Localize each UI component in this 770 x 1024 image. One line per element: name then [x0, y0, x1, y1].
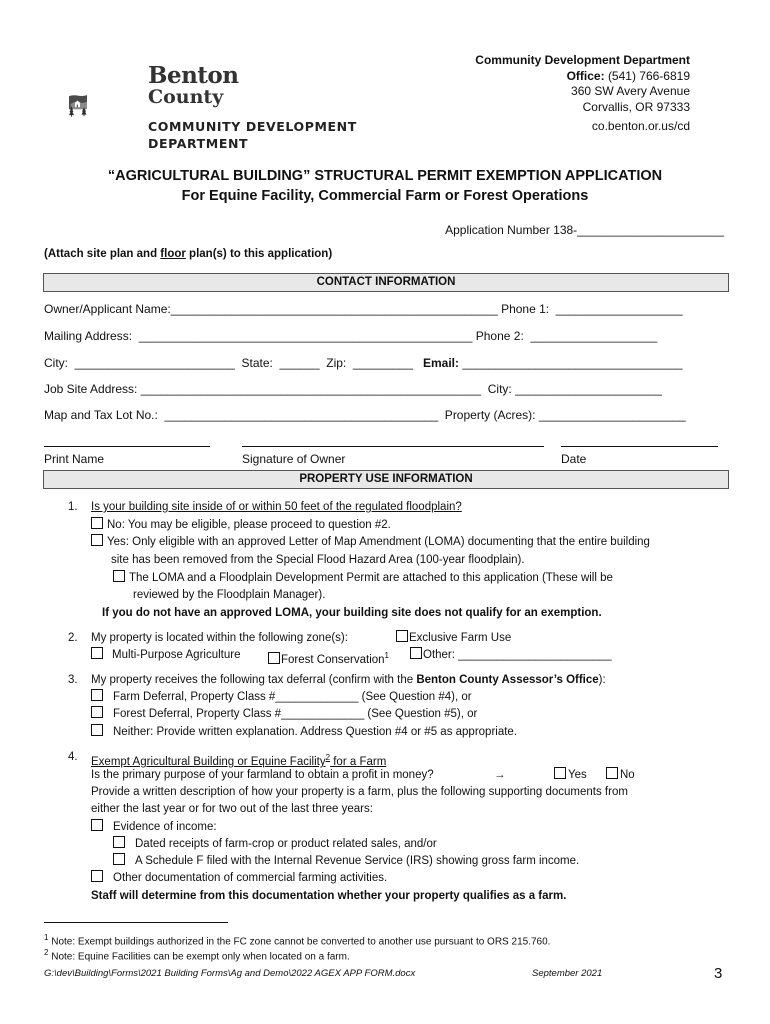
signature-line[interactable] [242, 446, 544, 447]
title-line-1: “AGRICULTURAL BUILDING” STRUCTURAL PERMIT EXEMPTION APPLICATION [107, 168, 663, 184]
q4-staff-note: Staff will determine from this documentation whether your property qualifies as a farm. [91, 890, 567, 902]
website[interactable]: co.benton.or.us/cd [591, 119, 690, 133]
date-label: Date [561, 452, 587, 466]
logo-sub-1: COMMUNITY DEVELOPMENT [148, 119, 357, 134]
q4-receipts-option[interactable] [113, 836, 437, 854]
footnote-1-mark: 1 [44, 933, 49, 942]
city-state-zip[interactable]: City: ________________________ State: ______ Zip: _________ [44, 356, 423, 370]
q3-farm-deferral-option[interactable] [91, 689, 472, 707]
print-name-line[interactable] [44, 446, 210, 447]
property-section-heading: PROPERTY USE INFORMATION [43, 470, 729, 489]
q2-fc-label: Forest Conservation [281, 653, 385, 666]
q4-footnote-ref: 2 [325, 753, 331, 762]
q2-other-label[interactable]: Other: ________________________ [423, 649, 612, 661]
city-state-zip-field[interactable] [44, 356, 683, 370]
q1-yes-checkbox[interactable] [91, 534, 103, 546]
q4-heading-post: for a Farm [330, 755, 387, 768]
q4-no-checkbox[interactable] [606, 767, 618, 779]
q2-efu-checkbox[interactable] [396, 630, 408, 642]
email-field[interactable]: _________________________________ [459, 356, 683, 370]
q2-fc-footnote-ref: 1 [384, 651, 389, 660]
job-site-address-field[interactable]: Job Site Address: ___________________________________________________ City: ______________________ [44, 382, 662, 396]
q3-assessor: Benton County Assessor’s Office [416, 674, 599, 686]
arrow-icon: → [494, 769, 506, 781]
q1-no-label: No: You may be eligible, please proceed to question #2. [107, 519, 391, 531]
form-title [0, 166, 770, 206]
q4-question: Is the primary purpose of your farmland to obtain a profit in money? [91, 769, 434, 781]
mailing-address-field[interactable]: Mailing Address: __________________________________________________ Phone 2: ___________________ [44, 329, 658, 343]
attach-pre: (Attach site plan and [44, 248, 161, 260]
q4-number: 4. [68, 751, 78, 763]
q3-text-post: ): [598, 674, 606, 686]
map-tax-lot-field[interactable]: Map and Tax Lot No.: _________________________________________ Property (Acres): ______________________ [44, 408, 686, 422]
q3-forest-label[interactable]: Forest Deferral, Property Class #_____________ (See Question #5), or [113, 708, 478, 720]
email-label: Email: [422, 356, 459, 370]
signature-label: Signature of Owner [242, 452, 346, 466]
application-number-field[interactable]: Application Number 138-______________________ [445, 223, 724, 237]
q1-no-checkbox[interactable] [91, 517, 103, 529]
footer-file-path: G:\dev\Building\Forms\2021 Building Forms\Ag and Demo\2022 AGEX APP FORM.docx [44, 968, 416, 979]
q3-text [91, 672, 606, 690]
q4-schedule-f-option[interactable] [113, 853, 579, 871]
q2-efu-label: Exclusive Farm Use [409, 632, 512, 644]
q1-text: Is your building site inside of or within 50 feet of the regulated floodplain? [91, 501, 462, 513]
q1-yes-option[interactable] [91, 534, 650, 552]
q1-yes-label-1: Yes: Only eligible with an approved Letter of Map Amendment (LOMA) documenting that the entire building [107, 536, 650, 548]
date-line[interactable] [561, 446, 718, 447]
q4-evidence-checkbox[interactable] [91, 819, 103, 831]
benton-county-logo [68, 60, 148, 152]
department-info [475, 53, 690, 135]
attach-post: plan(s) to this application) [185, 248, 333, 260]
q1-loma-checkbox[interactable] [113, 570, 125, 582]
attach-floor: floor [160, 248, 186, 260]
attach-note [44, 248, 332, 260]
q1-loma-label-2: reviewed by the Floodplain Manager). [133, 589, 326, 601]
footnote-1-text: Note: Exempt buildings authorized in the FC zone cannot be converted to another use pursuant to ORS 215.760. [48, 936, 551, 948]
q4-other-doc-option[interactable] [91, 870, 387, 888]
q2-mpa-label: Multi-Purpose Agriculture [112, 649, 241, 661]
logo-org-subtitle [148, 118, 357, 152]
q3-forest-checkbox[interactable] [91, 706, 103, 718]
q4-no-label: No [620, 769, 635, 781]
q4-yes-label: Yes [568, 769, 587, 781]
q1-number: 1. [68, 501, 78, 513]
q4-other-doc-checkbox[interactable] [91, 870, 103, 882]
q2-fc-checkbox[interactable] [268, 652, 280, 664]
q2-efu-option[interactable] [396, 630, 511, 648]
q4-receipts-checkbox[interactable] [113, 836, 125, 848]
q2-text: My property is located within the following zone(s): [91, 632, 348, 644]
footnote-2 [44, 948, 350, 962]
q2-other-checkbox[interactable] [410, 647, 422, 659]
footnote-1 [44, 933, 550, 947]
q2-fc-option[interactable] [268, 647, 389, 669]
q3-neither-label: Neither: Provide written explanation. Address Question #4 or #5 as appropriate. [113, 726, 518, 738]
q4-receipts-label: Dated receipts of farm-crop or product related sales, and/or [135, 838, 437, 850]
contact-section-heading: CONTACT INFORMATION [43, 273, 729, 292]
footer-date: September 2021 [532, 968, 603, 979]
footnote-divider [44, 922, 228, 923]
page-number: 3 [714, 965, 723, 982]
address-line-1: 360 SW Avery Avenue [571, 84, 690, 98]
q4-schedule-f-checkbox[interactable] [113, 853, 125, 865]
dept-name: Community Development Department [475, 53, 690, 67]
title-line-2: For Equine Facility, Commercial Farm or Forest Operations [181, 188, 589, 204]
q3-farm-label[interactable]: Farm Deferral, Property Class #_____________ (See Question #4), or [113, 691, 472, 703]
logo-org-name-2: County [148, 86, 224, 108]
logo-sub-2: DEPARTMENT [148, 136, 249, 151]
q3-farm-checkbox[interactable] [91, 689, 103, 701]
address-line-2: Corvallis, OR 97333 [582, 99, 690, 114]
q4-desc-1: Provide a written description of how your property is a farm, plus the following supporting documents from [91, 786, 628, 798]
q2-number: 2. [68, 632, 78, 644]
q2-other-option[interactable] [410, 647, 612, 665]
q2-mpa-checkbox[interactable] [91, 647, 103, 659]
q3-number: 3. [68, 674, 78, 686]
q4-schedule-f-label: A Schedule F filed with the Internal Revenue Service (IRS) showing gross farm income. [135, 855, 580, 867]
owner-applicant-field[interactable]: Owner/Applicant Name:_________________________________________________ Phone 1: ___________________ [44, 302, 683, 316]
logo-org-name-1: Benton [148, 62, 239, 89]
q3-neither-checkbox[interactable] [91, 724, 103, 736]
q1-yes-label-2: site has been removed from the Special Flood Hazard Area (100-year floodplain). [111, 554, 525, 566]
q4-evidence-label: Evidence of income: [113, 821, 217, 833]
footnote-2-text: Note: Equine Facilities can be exempt only when located on a farm. [48, 951, 350, 963]
q4-yes-option[interactable] [554, 767, 587, 785]
office-phone: (541) 766-6819 [607, 68, 690, 83]
q2-mpa-option[interactable] [91, 647, 240, 665]
q1-loma-option[interactable] [113, 570, 613, 588]
q4-heading-main: Exempt Agricultural Building or Equine Facility [91, 755, 326, 768]
q1-warning: If you do not have an approved LOMA, your building site does not qualify for an exemption. [102, 607, 602, 619]
q3-text-pre: My property receives the following tax deferral (confirm with the [91, 674, 417, 686]
print-name-label: Print Name [44, 452, 105, 466]
q3-forest-deferral-option[interactable] [91, 706, 477, 724]
q4-evidence-option[interactable] [91, 819, 217, 837]
q3-neither-option[interactable] [91, 724, 517, 742]
office-line [475, 69, 690, 85]
q1-no-option[interactable] [91, 517, 391, 535]
footnote-2-mark: 2 [44, 948, 49, 957]
q1-loma-label-1: The LOMA and a Floodplain Development Permit are attached to this application (These will be [129, 572, 613, 584]
q4-desc-2: either the last year or for two out of the last three years: [91, 803, 373, 815]
q4-no-option[interactable] [606, 767, 635, 785]
q4-yes-checkbox[interactable] [554, 767, 566, 779]
q4-other-doc-label: Other documentation of commercial farming activities. [113, 872, 388, 884]
office-label: Office: [566, 68, 605, 83]
